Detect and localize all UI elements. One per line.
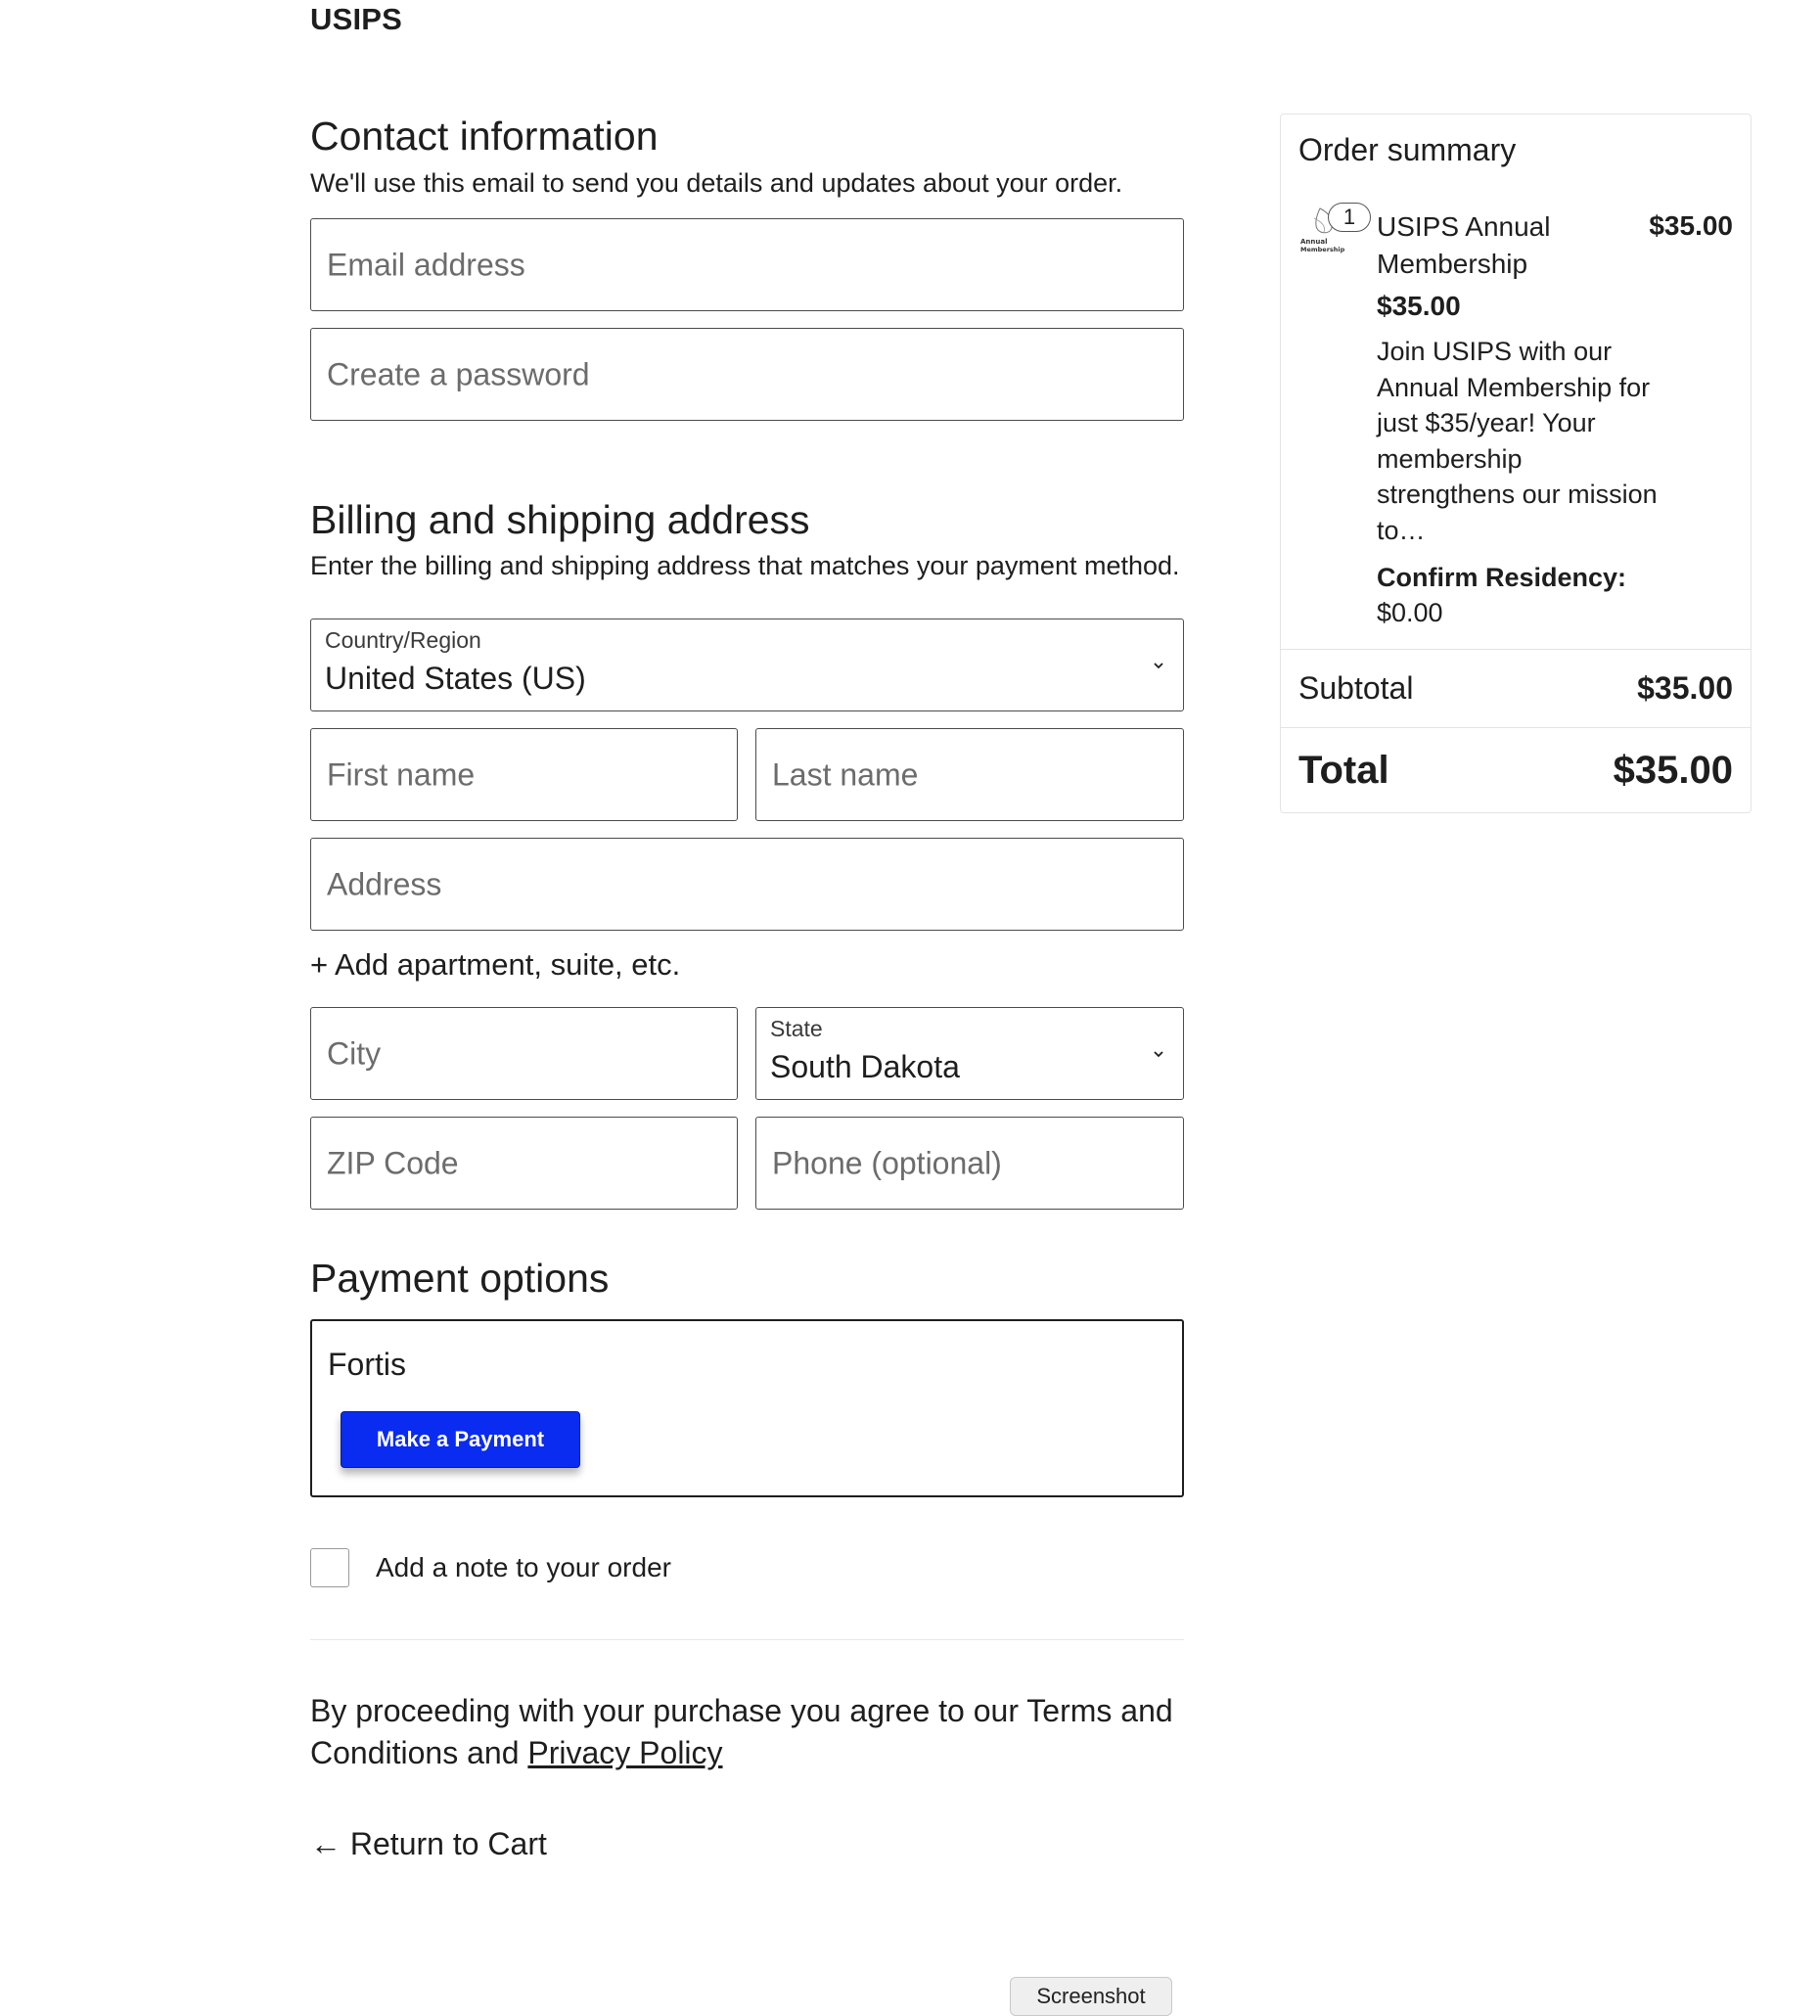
state-select[interactable] (755, 1007, 1184, 1100)
divider (1281, 649, 1751, 650)
make-payment-button[interactable]: Make a Payment (341, 1411, 580, 1468)
subtotal-label: Subtotal (1298, 670, 1414, 706)
last-name-placeholder: Last name (772, 756, 919, 792)
payment-method-box[interactable] (310, 1319, 1184, 1497)
chevron-down-icon (1150, 657, 1167, 674)
divider (310, 1639, 1184, 1640)
subtotal-value: $35.00 (1637, 670, 1733, 706)
privacy-policy-link[interactable]: Privacy Policy (527, 1735, 723, 1770)
thumb-text-line2: Membership (1300, 246, 1345, 253)
quantity-badge: 1 (1328, 203, 1371, 232)
item-line-total: $35.00 (1649, 210, 1733, 241)
total-value: $35.00 (1613, 749, 1733, 792)
first-name-field[interactable] (310, 728, 738, 821)
billing-section-title: Billing and shipping address (310, 497, 810, 542)
item-price: $35.00 (1377, 291, 1461, 321)
phone-placeholder: Phone (optional) (772, 1145, 1002, 1180)
address-placeholder: Address (327, 866, 442, 901)
divider (1281, 727, 1751, 728)
billing-section-description: Enter the billing and shipping address that matches your payment method. (310, 551, 1180, 580)
phone-field[interactable] (755, 1117, 1184, 1210)
brand-logo[interactable]: USIPS (310, 2, 403, 36)
thumb-text-line1: Annual (1300, 238, 1328, 246)
payment-section-title: Payment options (310, 1256, 610, 1301)
order-note-row[interactable] (310, 1548, 671, 1587)
total-label: Total (1298, 749, 1389, 792)
contact-section-title: Contact information (310, 114, 659, 159)
password-field[interactable] (310, 328, 1184, 421)
order-summary-panel (1280, 114, 1752, 813)
zip-code-placeholder: ZIP Code (327, 1145, 459, 1180)
terms-notice (310, 1690, 1184, 1774)
order-note-label[interactable]: Add a note to your order (376, 1552, 671, 1582)
state-label: State (770, 1016, 823, 1041)
add-apartment-link[interactable]: + Add apartment, suite, etc. (310, 947, 681, 982)
first-name-placeholder: First name (327, 756, 476, 792)
email-placeholder: Email address (327, 247, 525, 282)
order-summary-title: Order summary (1298, 132, 1517, 167)
state-value: South Dakota (770, 1049, 960, 1084)
last-name-field[interactable] (755, 728, 1184, 821)
terms-text: By proceeding with your purchase you agree to our Terms and Conditions and (310, 1693, 1173, 1770)
email-field[interactable] (310, 218, 1184, 311)
screenshot-button[interactable]: Screenshot (1010, 1977, 1172, 2016)
country-select[interactable] (310, 619, 1184, 711)
zip-code-field[interactable] (310, 1117, 738, 1210)
item-name: USIPS Annual Membership (1377, 211, 1551, 279)
password-placeholder: Create a password (327, 356, 590, 391)
return-to-cart-link[interactable]: ← Return to Cart (310, 1826, 547, 1861)
residency-label: Confirm Residency: (1377, 563, 1627, 592)
residency-value: $0.00 (1377, 598, 1443, 627)
order-note-checkbox[interactable] (310, 1548, 349, 1587)
country-value: United States (US) (325, 661, 586, 696)
contact-section-description: We'll use this email to send you details and updates about your order. (310, 168, 1123, 198)
address-field[interactable] (310, 838, 1184, 931)
country-label: Country/Region (325, 627, 481, 653)
chevron-down-icon (1150, 1045, 1167, 1063)
city-field[interactable] (310, 1007, 738, 1100)
item-description: Join USIPS with our Annual Membership for just $35/year! Your membership strengthens our mission to… (1377, 337, 1658, 545)
city-placeholder: City (327, 1035, 382, 1071)
payment-method-name: Fortis (328, 1347, 406, 1382)
